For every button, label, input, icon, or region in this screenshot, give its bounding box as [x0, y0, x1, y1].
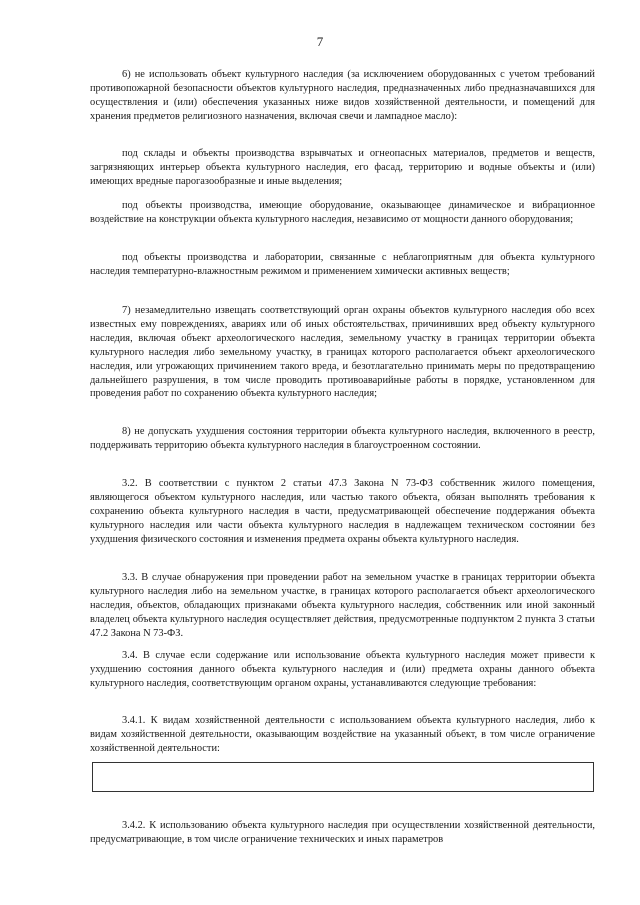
paragraph-section-3-2: 3.2. В соответствии с пунктом 2 статьи 47.3 Закона N 73-ФЗ собственник жилого помещения, являющегося объектом культурного наследия, или частью такого объекта, обязан выполнять требования к сохранению объекта культурного наследия в части, предусматривающей обеспечение поддержания объекта культурного наследия или части объекта культурного наследия в надлежащем техническом состоянии без ухудшения физического состояния и изменения предмета охраны объекта культурного наследия. — [90, 478, 595, 545]
paragraph-laboratories: под объекты производства и лаборатории, связанные с неблагоприятным для объекта культурного наследия температурно-влажностным режимом и применением химически активных веществ; — [90, 252, 595, 277]
paragraph-item-6: 6) не использовать объект культурного наследия (за исключением оборудованных с учетом требований противопожарной безопасности объектов культурного наследия, предназначенных либо предназначавшихся для осуществления и (или) обеспечения указанных ниже видов хозяйственной деятельности, и помещений для хранения предметов религиозного назначения, включая свечи и лампадное масло): — [90, 69, 595, 122]
empty-table-box — [92, 762, 594, 792]
page-number: 7 — [316, 34, 324, 49]
paragraph-section-3-4: 3.4. В случае если содержание или использование объекта культурного наследия может привести к ухудшению состояния данного объекта культурного наследия и (или) предмета охраны данного объекта культурного наследия, соответствующим органом охраны, устанавливаются следующие требования: — [90, 650, 595, 689]
paragraph-item-7: 7) незамедлительно извещать соответствующий орган охраны объектов культурного наследия обо всех известных ему повреждениях, авариях или об иных обстоятельствах, причинивших вред объекту культурного наследия, включая объект археологического наследия, земельному участку в границах территории объекта культурного наследия либо земельному участку, в границах которого располагается объект археологического наследия, или угрожающих причинением такого вреда, и безотлагательно принимать меры по предотвращению дальнейшего разрушения, в том числе проводить противоаварийные работы в порядке, установленном для проведения работ по сохранению объекта культурного наследия; — [90, 305, 595, 400]
paragraph-production: под объекты производства, имеющие оборудование, оказывающее динамическое и вибрационное воздействие на конструкции объекта культурного наследия, независимо от мощности данного оборудования; — [90, 200, 595, 225]
paragraph-section-3-4-2: 3.4.2. К использованию объекта культурного наследия при осуществлении хозяйственной деятельности, предусматривающие, в том числе ограничение технических и иных параметров — [90, 820, 595, 845]
paragraph-section-3-4-1: 3.4.1. К видам хозяйственной деятельности с использованием объекта культурного наследия, либо к видам хозяйственной деятельности, оказывающим воздействие на указанный объект, в том числе ограничение хозяйственной деятельности: — [90, 715, 595, 754]
paragraph-section-3-3: 3.3. В случае обнаружения при проведении работ на земельном участке в границах территории объекта культурного наследия либо на земельном участке, в границах которого располагается объект археологического наследия, объектов, обладающих признаками объекта культурного наследия, собственник или иной законный владелец объекта культурного наследия осуществляет действия, предусмотренные подпунктом 2 пункта 3 статьи 47.2 Закона N 73-ФЗ. — [90, 572, 595, 639]
paragraph-item-8: 8) не допускать ухудшения состояния территории объекта культурного наследия, включенного в реестр, поддерживать территорию объекта культурного наследия в благоустроенном состоянии. — [90, 426, 595, 451]
paragraph-warehouses: под склады и объекты производства взрывчатых и огнеопасных материалов, предметов и веществ, загрязняющих интерьер объекта культурного наследия, его фасад, территорию и водные объекты и (или) имеющих вредные парогазообразные и иные выделения; — [90, 148, 595, 187]
